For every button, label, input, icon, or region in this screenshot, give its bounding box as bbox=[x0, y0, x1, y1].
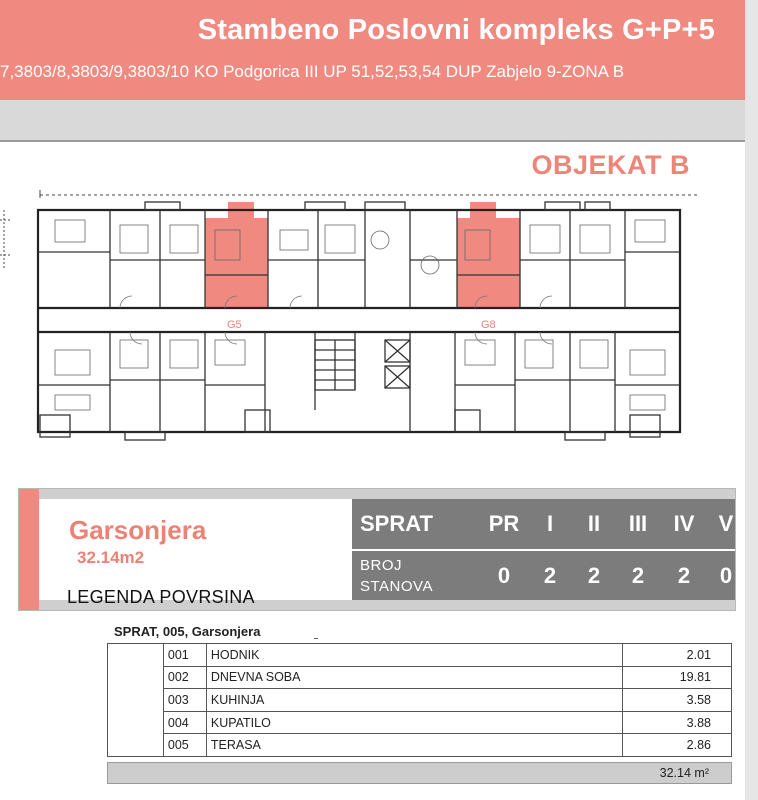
broj-stanova-label bbox=[360, 555, 433, 597]
room-name: DNEVNA SOBA bbox=[206, 666, 622, 689]
room-area: 2.01 bbox=[623, 644, 732, 667]
object-label: OBJEKAT B bbox=[531, 150, 690, 180]
room-code: 002 bbox=[163, 666, 206, 689]
broj-label-line1: BROJ bbox=[360, 557, 403, 574]
project-title: Stambeno Poslovni kompleks G+P+5 bbox=[197, 14, 715, 46]
floor-count: 2 bbox=[543, 563, 557, 588]
floor-count: 2 bbox=[677, 563, 691, 588]
room-name: TERASA bbox=[206, 734, 622, 757]
header-banner bbox=[0, 0, 745, 100]
table-row bbox=[108, 711, 732, 734]
highlight-unit-g5 bbox=[205, 218, 268, 308]
room-area: 3.58 bbox=[623, 689, 732, 712]
right-edge-strip bbox=[745, 0, 758, 800]
room-code: 005 bbox=[163, 734, 206, 757]
room-name: KUHINJA bbox=[206, 689, 622, 712]
table-caption: SPRAT, 005, Garsonjera bbox=[114, 624, 261, 639]
floor-count: 0 bbox=[497, 563, 511, 588]
apartment-type: Garsonjera bbox=[69, 515, 207, 545]
blank-cell bbox=[108, 644, 164, 757]
summary-box bbox=[18, 488, 736, 611]
room-name: HODNIK bbox=[206, 644, 622, 667]
caption-tick bbox=[314, 638, 318, 639]
floor-count: 0 bbox=[719, 563, 733, 588]
highlight-unit-g8 bbox=[457, 218, 520, 308]
room-area: 2.86 bbox=[623, 734, 732, 757]
room-area: 3.88 bbox=[623, 711, 732, 734]
floor-count: 2 bbox=[587, 563, 601, 588]
project-subtitle: 7,3803/8,3803/9,3803/10 KO Podgorica III UP 51,52,53,54 DUP Zabjelo 9-ZONA B bbox=[0, 62, 625, 81]
floor-name: PR bbox=[488, 511, 520, 536]
room-name: KUPATILO bbox=[206, 711, 622, 734]
table-row bbox=[108, 734, 732, 757]
room-area-table bbox=[107, 643, 732, 757]
floor-name: I bbox=[546, 511, 554, 536]
grey-band bbox=[0, 100, 745, 142]
apartment-info-panel bbox=[39, 499, 352, 607]
panel-divider bbox=[352, 549, 735, 551]
floor-plan bbox=[0, 190, 700, 445]
broj-label-line2: STANOVA bbox=[360, 578, 433, 595]
floor-name: III bbox=[628, 511, 648, 536]
room-code: 003 bbox=[163, 689, 206, 712]
table-row bbox=[108, 644, 732, 667]
apartment-area: 32.14m2 bbox=[77, 548, 145, 567]
room-code: 001 bbox=[163, 644, 206, 667]
summary-accent-bar bbox=[19, 489, 39, 610]
total-area-bar bbox=[107, 762, 732, 784]
total-area: 32.14 m² bbox=[659, 766, 709, 780]
floor-count-panel bbox=[352, 499, 735, 600]
room-area: 19.81 bbox=[623, 666, 732, 689]
floor-name: II bbox=[587, 511, 601, 536]
unit-label-g5: G5 bbox=[227, 319, 242, 331]
unit-label-g8: G8 bbox=[481, 319, 496, 331]
legend-title: LEGENDA POVRSINA bbox=[67, 587, 255, 607]
table-row bbox=[108, 689, 732, 712]
sprat-label: SPRAT bbox=[360, 511, 433, 536]
floor-name: V bbox=[718, 511, 734, 536]
floor-count: 2 bbox=[631, 563, 645, 588]
table-row bbox=[108, 666, 732, 689]
room-code: 004 bbox=[163, 711, 206, 734]
floor-name: IV bbox=[673, 511, 695, 536]
